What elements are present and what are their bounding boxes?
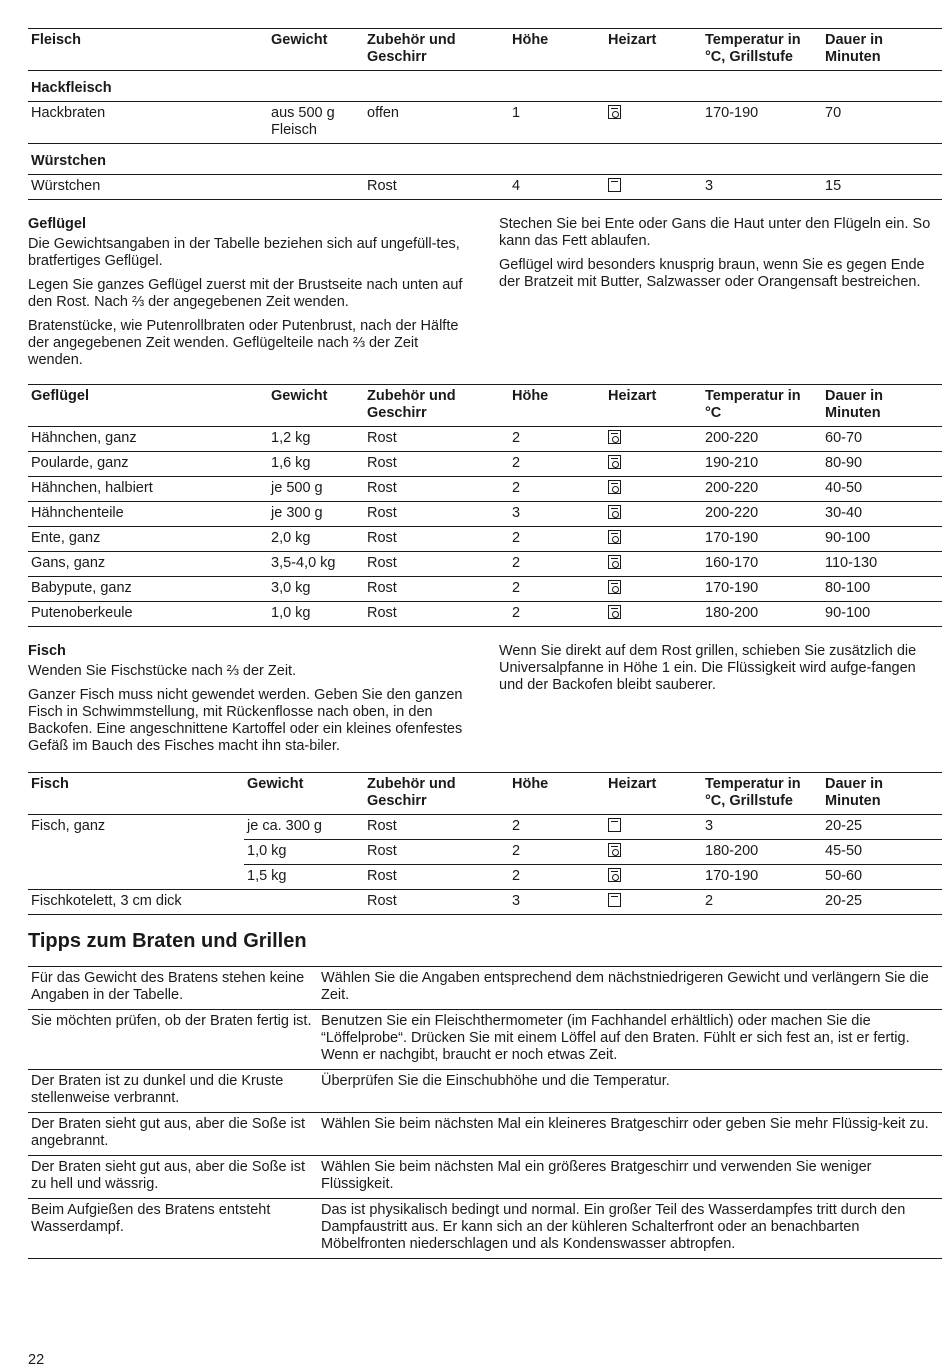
fish-table [28,772,942,915]
cell-accessory: Rost [367,455,397,471]
cell-temp: 200-220 [705,430,759,446]
paragraph: Wenn Sie direkt auf dem Rost grillen, schieben Sie zusätzlich die Universalpfanne in Höhe 1 ein. Die Flüssigkeit wird aufge-fangen und der Backofen bleibt sauberer. [499,643,917,693]
cell-time: 15 [825,178,842,194]
header-cell: Temperatur in °C [705,388,801,421]
table-row [28,815,942,840]
cell-weight: 1,0 kg [271,605,311,621]
cell-temp: 180-200 [705,605,759,621]
cell-weight [244,890,364,915]
fan-heat-icon [608,843,621,857]
fan-heat-icon [608,530,621,544]
table-row [28,175,942,200]
cell-temp: 170-190 [705,105,759,121]
cell-time: 45-50 [822,840,942,865]
header-cell: Heizart [608,32,657,48]
tip-problem: Sie möchten prüfen, ob der Braten fertig ist. [31,1013,312,1029]
cell-heating [605,840,702,865]
cell-weight: je 500 g [271,480,323,496]
cell-accessory: Rost [367,893,397,909]
header-cell: Temperatur in °C, Grillstufe [705,32,801,65]
cell-accessory: Rost [364,815,509,840]
cell-temp: 3 [705,178,714,194]
cell-level: 3 [512,893,521,909]
cell-name: Hähnchen, ganz [31,430,137,446]
cell-weight: 1,2 kg [271,430,311,446]
tip-solution: Das ist physikalisch bedingt und normal. Ein großer Teil des Wasserdampfes tritt durch den Dampfaustritt aus. Er kann sich an der kühleren Schalterfront oder an benachbarten Möbelfronten niederschlagen und als Kondenswasser abtropfen. [321,1202,906,1252]
cell-name: Hähnchenteile [31,505,124,521]
section-heading: Fisch [28,643,66,659]
cell-time: 30-40 [825,505,863,521]
cell-level: 4 [512,178,521,194]
tips-table [28,966,942,1259]
cell-name [28,865,244,890]
fan-heat-icon [608,105,621,119]
tip-solution: Benutzen Sie ein Fleischthermometer (im Fachhandel erhältlich) oder machen Sie die “Löffelprobe“. Drücken Sie mit einem Löffel auf den Braten. Fühlt er sich fest an, ist er fertig. Wenn er nachgibt, braucht er noch etwas Zeit. [321,1013,910,1063]
cell-temp: 170-190 [705,530,759,546]
table-row [28,502,942,527]
cell-heating [605,815,702,840]
header-cell: Gewicht [271,32,328,48]
table-row [28,890,942,915]
cell-heating [605,552,702,577]
fish-text [28,643,942,762]
section-title: Hackfleisch [31,80,112,96]
cell-level: 2 [512,555,521,571]
fan-heat-icon [608,580,621,594]
cell-weight: 1,6 kg [271,455,311,471]
tip-problem: Der Braten sieht gut aus, aber die Soße ist angebrannt. [31,1116,306,1149]
header-cell: Zubehör und Geschirr [367,388,456,421]
cell-temp: 3 [702,815,822,840]
table-row [28,552,942,577]
header-cell: Fisch [31,776,69,792]
table-row [28,102,942,144]
table-row [28,477,942,502]
paragraph: Stechen Sie bei Ente oder Gans die Haut unter den Flügeln ein. So kann das Fett ablaufen. [499,216,931,249]
cell-temp: 200-220 [705,480,759,496]
header-cell: Geflügel [31,388,90,404]
cell-time: 20-25 [822,815,942,840]
table-row [28,527,942,552]
cell-name: Babypute, ganz [31,580,132,596]
tip-row [28,1070,942,1113]
tip-solution: Wählen Sie die Angaben entsprechend dem nächstniedrigeren Gewicht und verlängern Sie die Zeit. [321,970,929,1003]
cell-name: Poularde, ganz [31,455,129,471]
grill-icon [608,818,621,832]
tip-row [28,1156,942,1199]
cell-level: 2 [512,868,521,884]
cell-temp: 2 [705,893,714,909]
cell-name: Würstchen [31,178,101,194]
header-cell: Gewicht [247,776,304,792]
paragraph: Bratenstücke, wie Putenrollbraten oder Putenbrust, nach der Hälfte der angegebenen Zeit wenden. Geflügelteile nach ⅔ der Zeit wenden. [28,318,459,368]
cell-time: 110-130 [825,555,878,571]
cell-accessory: Rost [367,555,397,571]
meat-table-header [28,29,942,71]
table-row [28,452,942,477]
tip-solution: Wählen Sie beim nächsten Mal ein kleineres Bratgeschirr oder geben Sie mehr Flüssig-keit zu. [321,1116,929,1132]
cell-temp: 170-190 [705,580,759,596]
cell-heating [605,427,702,452]
fish-text-left [28,643,471,762]
cell-time: 50-60 [825,868,863,884]
header-cell: Höhe [512,32,549,48]
cell-heating [605,102,702,144]
cell-heating [605,602,702,627]
fish-table-header [28,773,942,815]
cell-temp: 160-170 [705,555,759,571]
cell-time: 60-70 [825,430,863,446]
cell-name: Putenoberkeule [31,605,133,621]
paragraph: Wenden Sie Fischstücke nach ⅔ der Zeit. [28,663,297,679]
cell-weight: je ca. 300 g [244,815,364,840]
table-row [28,602,942,627]
table-row [28,840,942,865]
header-cell: Dauer in Minuten [825,776,884,809]
cell-weight: je 300 g [271,505,323,521]
cell-accessory: Rost [364,840,509,865]
header-cell: Dauer in Minuten [825,32,884,65]
tip-problem: Der Braten sieht gut aus, aber die Soße ist zu hell und wässrig. [31,1159,306,1192]
fan-heat-icon [608,868,621,882]
cell-heating [605,577,702,602]
cell-time: 80-90 [825,455,863,471]
cell-time: 90-100 [825,605,871,621]
paragraph: Die Gewichtsangaben in der Tabelle beziehen sich auf ungefüll-tes, bratfertiges Geflügel. [28,236,460,269]
cell-weight: 3,5-4,0 kg [271,555,336,571]
paragraph: Ganzer Fisch muss nicht gewendet werden. Geben Sie den ganzen Fisch in Schwimmstellung, mit Rückenflosse nach oben, in den Backofen. Eine angeschnittene Kartoffel oder ein kleines ofenfestes Gefäß im Bauch des Fisches macht ihn sta-biler. [28,687,463,754]
table-row [28,865,942,890]
cell-heating [605,890,702,915]
header-cell: Fleisch [31,32,81,48]
tip-problem: Für das Gewicht des Bratens stehen keine Angaben in der Tabelle. [31,970,305,1003]
cell-temp: 170-190 [705,868,759,884]
header-cell: Dauer in Minuten [825,388,884,421]
cell-weight: 1,5 kg [247,868,287,884]
section-row [28,144,942,175]
cell-level: 2 [512,430,521,446]
poultry-table-header [28,385,942,427]
cell-temp: 200-220 [705,505,759,521]
fan-heat-icon [608,555,621,569]
cell-name: Fisch, ganz [31,818,106,834]
cell-level: 2 [512,530,521,546]
header-cell: Höhe [512,388,549,404]
section-heading: Geflügel [28,216,87,232]
cell-accessory: Rost [367,430,397,446]
cell-name: Fischkotelett, 3 cm dick [31,893,182,909]
cell-weight [268,175,364,200]
cell-name: Ente, ganz [31,530,101,546]
cell-name: Hähnchen, halbiert [31,480,153,496]
cell-weight: 3,0 kg [271,580,311,596]
cell-accessory: Rost [367,505,397,521]
paragraph: Geflügel wird besonders knusprig braun, wenn Sie es gegen Ende der Bratzeit mit Butter, Salzwasser oder Orangensaft bestreichen. [499,257,925,290]
header-cell: Heizart [608,776,657,792]
cell-heating [605,175,702,200]
section-row [28,71,942,102]
fish-text-right [499,643,942,762]
cell-name: Hackbraten [31,105,106,121]
cell-level: 2 [509,840,605,865]
tip-problem: Der Braten ist zu dunkel und die Kruste stellenweise verbrannt. [31,1073,284,1106]
cell-name [28,840,244,865]
tip-row [28,1113,942,1156]
header-cell: Zubehör und Geschirr [367,32,456,65]
poultry-text-left [28,216,471,376]
cell-accessory: Rost [367,868,397,884]
cell-time: 40-50 [825,480,863,496]
poultry-text [28,216,942,376]
grill-icon [608,178,621,192]
header-cell: Höhe [512,776,549,792]
cell-level: 3 [512,505,521,521]
section-title: Würstchen [31,153,106,169]
cell-temp: 180-200 [702,840,822,865]
cell-level: 2 [512,580,521,596]
header-cell: Zubehör und Geschirr [367,776,456,809]
cell-time: 20-25 [825,893,863,909]
cell-accessory: Rost [367,580,397,596]
cell-heating [605,477,702,502]
cell-weight: 2,0 kg [271,530,311,546]
page-number: 22 [28,1352,45,1368]
cell-temp: 190-210 [705,455,759,471]
tip-solution: Wählen Sie beim nächsten Mal ein größeres Bratgeschirr und verwenden Sie weniger Flüssigkeit. [321,1159,872,1192]
tip-row [28,1199,942,1259]
cell-accessory: Rost [367,605,397,621]
header-cell: Heizart [608,388,657,404]
cell-weight: aus 500 g Fleisch [271,105,335,138]
cell-level: 2 [509,815,605,840]
table-row [28,427,942,452]
table-row [28,577,942,602]
tip-row [28,1010,942,1070]
cell-name: Gans, ganz [31,555,106,571]
cell-level: 2 [512,455,521,471]
cell-time: 80-100 [825,580,871,596]
cell-accessory: offen [367,105,399,121]
tip-solution: Überprüfen Sie die Einschubhöhe und die Temperatur. [321,1073,670,1089]
fan-heat-icon [608,505,621,519]
cell-accessory: Rost [367,530,397,546]
poultry-text-right [499,216,942,376]
meat-table [28,28,942,200]
cell-heating [605,527,702,552]
paragraph: Legen Sie ganzes Geflügel zuerst mit der Brustseite nach unten auf den Rost. Nach ⅔ der angegebenen Zeit wenden. [28,277,463,310]
grill-icon [608,893,621,907]
tip-problem: Beim Aufgießen des Bratens entsteht Wasserdampf. [31,1202,271,1235]
cell-level: 2 [512,605,521,621]
header-cell: Temperatur in °C, Grillstufe [705,776,801,809]
cell-heating [605,452,702,477]
tip-row [28,967,942,1010]
cell-time: 70 [825,105,842,121]
header-cell: Gewicht [271,388,328,404]
fan-heat-icon [608,480,621,494]
cell-time: 90-100 [825,530,871,546]
tips-heading: Tipps zum Braten und Grillen [28,930,307,952]
fan-heat-icon [608,605,621,619]
cell-weight: 1,0 kg [244,840,364,865]
fan-heat-icon [608,430,621,444]
cell-level: 2 [512,480,521,496]
cell-level: 1 [512,105,521,121]
cell-heating [605,502,702,527]
cell-heating [605,865,702,890]
page [28,28,942,1259]
cell-accessory: Rost [367,480,397,496]
fan-heat-icon [608,455,621,469]
poultry-table [28,384,942,627]
cell-accessory: Rost [367,178,397,194]
